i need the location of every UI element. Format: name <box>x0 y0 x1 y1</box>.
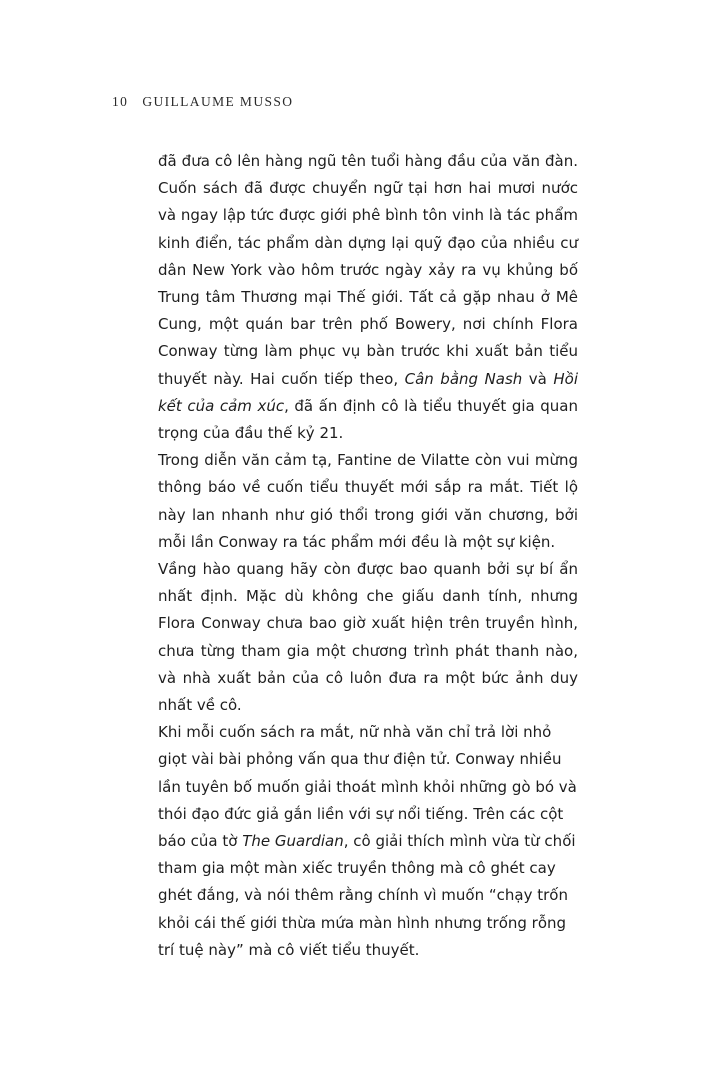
newspaper-name: The Guardian <box>242 832 344 851</box>
paragraph-1-text-c: , đã ấn định cô là tiểu thuyết gia quan trọng của đầu thế kỷ 21. <box>158 396 579 443</box>
running-head <box>112 94 293 110</box>
book-title-hoi-ket: Hồi kết của cảm xúc <box>158 369 579 415</box>
paragraph-3: Vầng hào quang hãy còn được bao quanh bởi sự bí ẩn nhất định. Mặc dù không che giấu danh tính, nhưng Flora Conway chưa bao giờ xuất hiện trên truyền hình, chưa từng tham gia một chương trình phát thanh nào, và nhà xuất bản của cô luôn đưa ra một bức ảnh duy nhất về cô. <box>158 560 578 715</box>
body-text <box>158 148 578 964</box>
paragraph-4-text-b: , cô giải thích mình vừa từ chối tham gia một màn xiếc truyền thông mà cô ghét cay ghét đắng, và nói thêm rằng chính vì muốn “chạy trốn khỏi cái thế giới thừa mứa màn hình nhưng trống rỗng trí tuệ này” mà cô viết tiểu thuyết. <box>158 832 576 959</box>
page-number: 10 <box>112 94 129 109</box>
paragraph-1-text-a: đã đưa cô lên hàng ngũ tên tuổi hàng đầu của văn đàn. Cuốn sách đã được chuyển ngữ tại hơn hai mươi nước và ngay lập tức được giới phê bình tôn vinh là tác phẩm kinh điển, tác phẩm dàn dựng lại quỹ đạo của nhiều cư dân New York vào hôm trước ngày xảy ra vụ khủng bố Trung tâm Thương mại Thế giới. Tất cả gặp nhau ở Mê Cung, một quán bar trên phố Bowery, nơi chính Flora Conway từng làm phục vụ bàn trước khi xuất bản tiểu thuyết này. Hai cuốn tiếp theo, <box>158 152 578 388</box>
paragraph-4-text-a: Khi mỗi cuốn sách ra mắt, nữ nhà văn chỉ trả lời nhỏ giọt vài bài phỏng vấn qua thư điện tử. Conway nhiều lần tuyên bố muốn giải thoát mình khỏi những gò bó và thói đạo đức giả gắn liền với sự nổi tiếng. Trên các cột báo của tờ <box>158 723 577 851</box>
paragraph-1 <box>158 148 578 447</box>
paragraph-2: Trong diễn văn cảm tạ, Fantine de Vilatte còn vui mừng thông báo về cuốn tiểu thuyết mới sắp ra mắt. Tiết lộ này lan nhanh như gió thổi trong giới văn chương, bởi mỗi lần Conway ra tác phẩm mới đều là một sự kiện. <box>158 451 578 551</box>
book-title-nash: Cân bằng Nash <box>404 369 523 388</box>
paragraph-1-text-b: và <box>522 369 554 388</box>
running-head-author: GUILLAUME MUSSO <box>142 94 294 109</box>
paragraph-4 <box>158 719 578 964</box>
